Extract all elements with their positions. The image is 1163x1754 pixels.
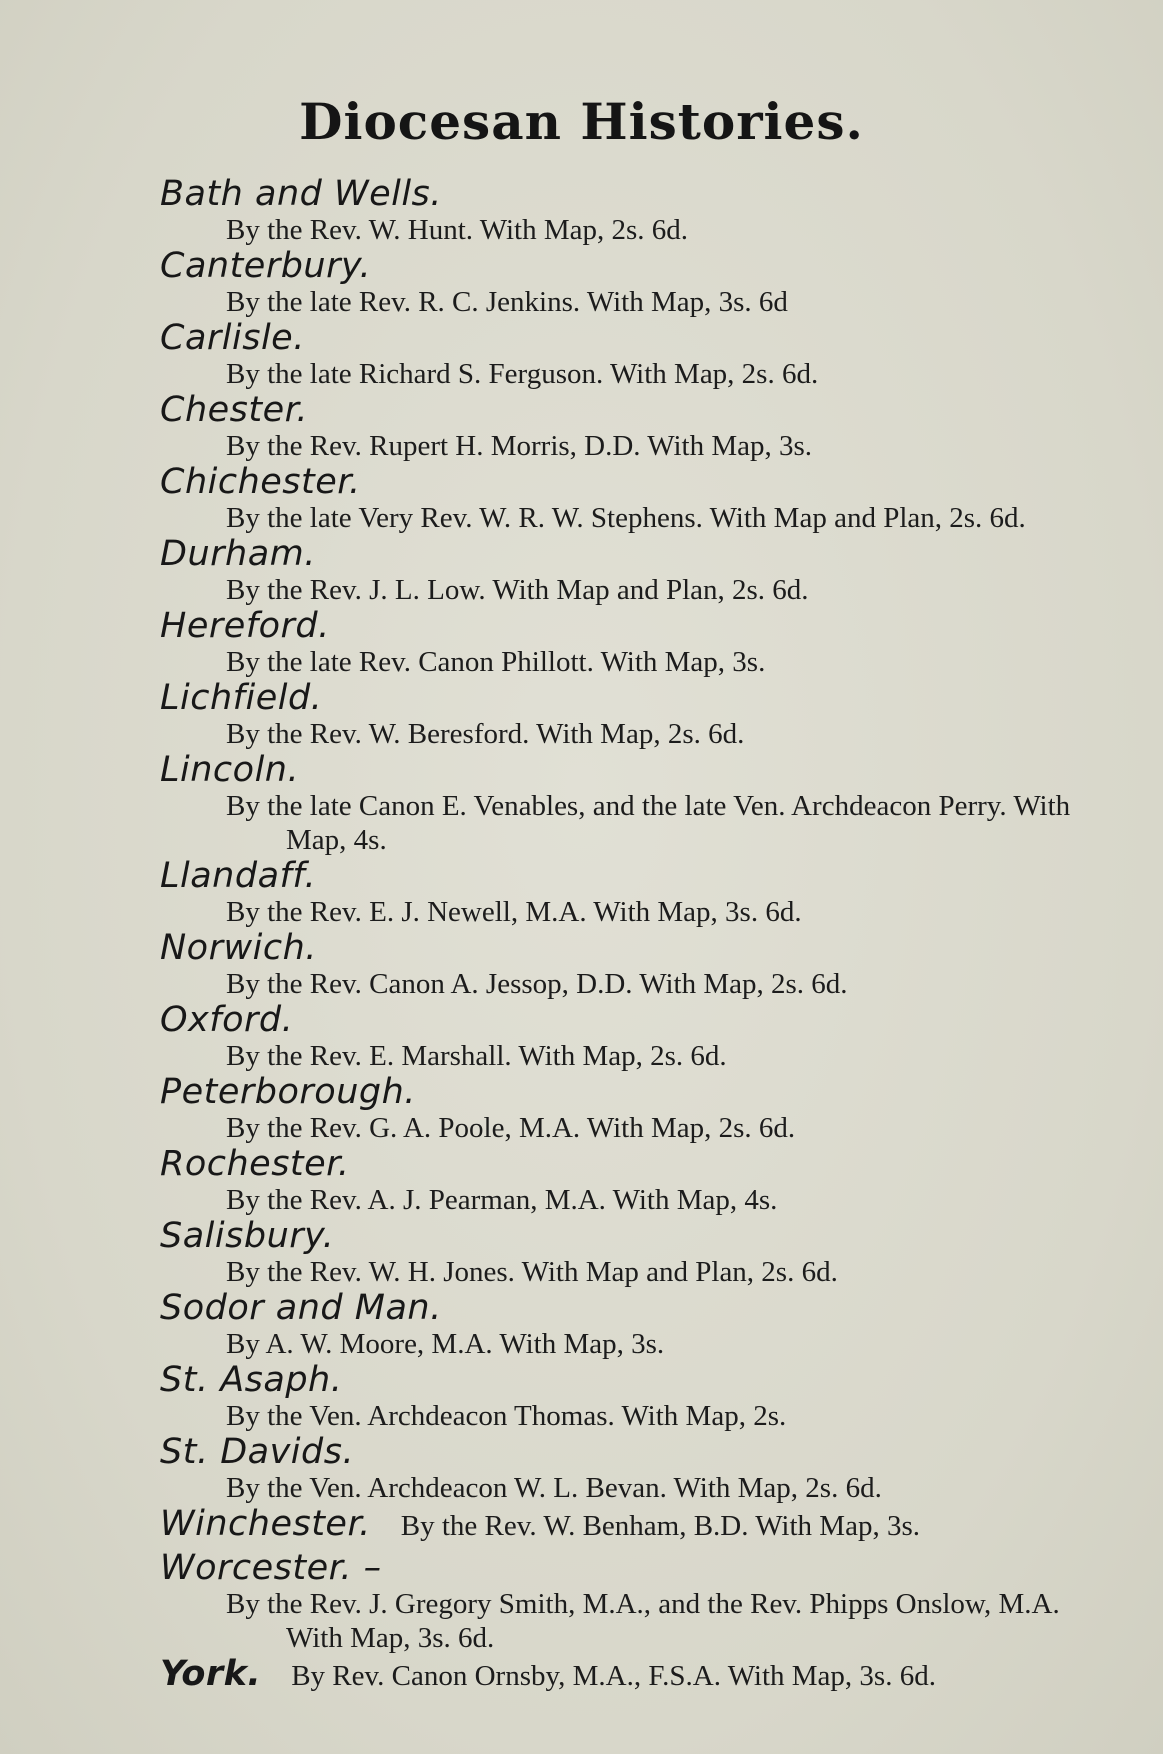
diocese-description: By the Rev. W. H. Jones. With Map and Plan, 2s. 6d. [226,1256,838,1288]
diocese-description: By the Rev. W. Beresford. With Map, 2s. 6d. [226,718,745,750]
list-item [160,535,1110,607]
list-item [160,463,1110,535]
diocese-description: By the Rev. E. J. Newell, M.A. With Map, 3s. 6d. [226,896,802,928]
diocese-name: Lichfield. [160,678,323,718]
diocese-description: By the Rev. J. L. Low. With Map and Plan, 2s. 6d. [226,574,809,606]
diocese-description: By the late Very Rev. W. R. W. Stephens. With Map and Plan, 2s. 6d. [226,502,1026,534]
diocese-name: Canterbury. [160,246,372,286]
diocese-list [160,175,1110,1699]
diocese-name: St. Asaph. [160,1360,343,1400]
list-item [160,857,1110,929]
diocese-name: York. [160,1654,262,1694]
diocese-description: By the late Richard S. Ferguson. With Map, 2s. 6d. [226,358,819,390]
diocese-name: Winchester. [160,1504,371,1544]
diocese-description: By the Rev. W. Benham, B.D. With Map, 3s. [400,1510,920,1542]
diocese-name: Peterborough. [160,1072,416,1112]
list-item [160,1361,1110,1433]
diocese-description: By the Rev. Canon A. Jessop, D.D. With Map, 2s. 6d. [226,968,848,1000]
list-item [160,679,1110,751]
list-item [160,247,1110,319]
list-item [160,1505,1110,1549]
diocese-name: Hereford. [160,606,330,646]
diocese-name: Durham. [160,534,316,574]
diocese-description: By the late Rev. R. C. Jenkins. With Map, 3s. 6d [226,286,788,318]
diocese-name: Salisbury. [160,1216,335,1256]
diocese-description: By the Ven. Archdeacon Thomas. With Map, 2s. [226,1400,787,1432]
diocese-name: Norwich. [160,928,317,968]
list-item [160,1289,1110,1361]
diocese-name: Chester. [160,390,308,430]
list-item [160,1655,1110,1699]
diocese-name: Llandaff. [160,856,317,896]
diocese-name: Oxford. [160,1000,294,1040]
list-item [160,175,1110,247]
diocese-description: By the Rev. Rupert H. Morris, D.D. With Map, 3s. [226,430,813,462]
diocese-description: By the Rev. E. Marshall. With Map, 2s. 6d. [226,1040,727,1072]
list-item [160,1145,1110,1217]
diocese-name: Lincoln. [160,750,300,790]
diocese-description: By the Rev. A. J. Pearman, M.A. With Map, 4s. [226,1184,778,1216]
diocese-description: By A. W. Moore, M.A. With Map, 3s. [226,1328,665,1360]
diocese-name: Sodor and Man. [160,1288,442,1328]
list-item [160,1073,1110,1145]
list-item [160,1217,1110,1289]
diocese-description: By the Rev. W. Hunt. With Map, 2s. 6d. [226,214,689,246]
list-item [160,1001,1110,1073]
diocese-description: By Rev. Canon Ornsby, M.A., F.S.A. With Map, 3s. 6d. [291,1660,936,1692]
diocese-name: Worcester. – [160,1548,382,1588]
diocese-name: Rochester. [160,1144,350,1184]
list-item [160,391,1110,463]
diocese-name: Bath and Wells. [160,174,442,214]
diocese-description: By the late Rev. Canon Phillott. With Map, 3s. [226,646,766,678]
diocese-name: Carlisle. [160,318,305,358]
diocese-description: By the Rev. G. A. Poole, M.A. With Map, 2s. 6d. [226,1112,796,1144]
list-item [160,751,1110,857]
diocese-name: St. Davids. [160,1432,355,1472]
page-title: Diocesan Histories. [299,92,864,151]
list-item [160,319,1110,391]
diocese-description: By the Rev. J. Gregory Smith, M.A., and the Rev. Phipps Onslow, M.A. With Map, 3s. 6d. [226,1588,1060,1654]
diocese-description: By the Ven. Archdeacon W. L. Bevan. With Map, 2s. 6d. [226,1472,882,1504]
list-item [160,1549,1110,1655]
list-item [160,929,1110,1001]
list-item [160,607,1110,679]
diocese-name: Chichester. [160,462,361,502]
diocese-description: By the late Canon E. Venables, and the late Ven. Archdeacon Perry. With Map, 4s. [226,790,1071,856]
list-item [160,1433,1110,1505]
